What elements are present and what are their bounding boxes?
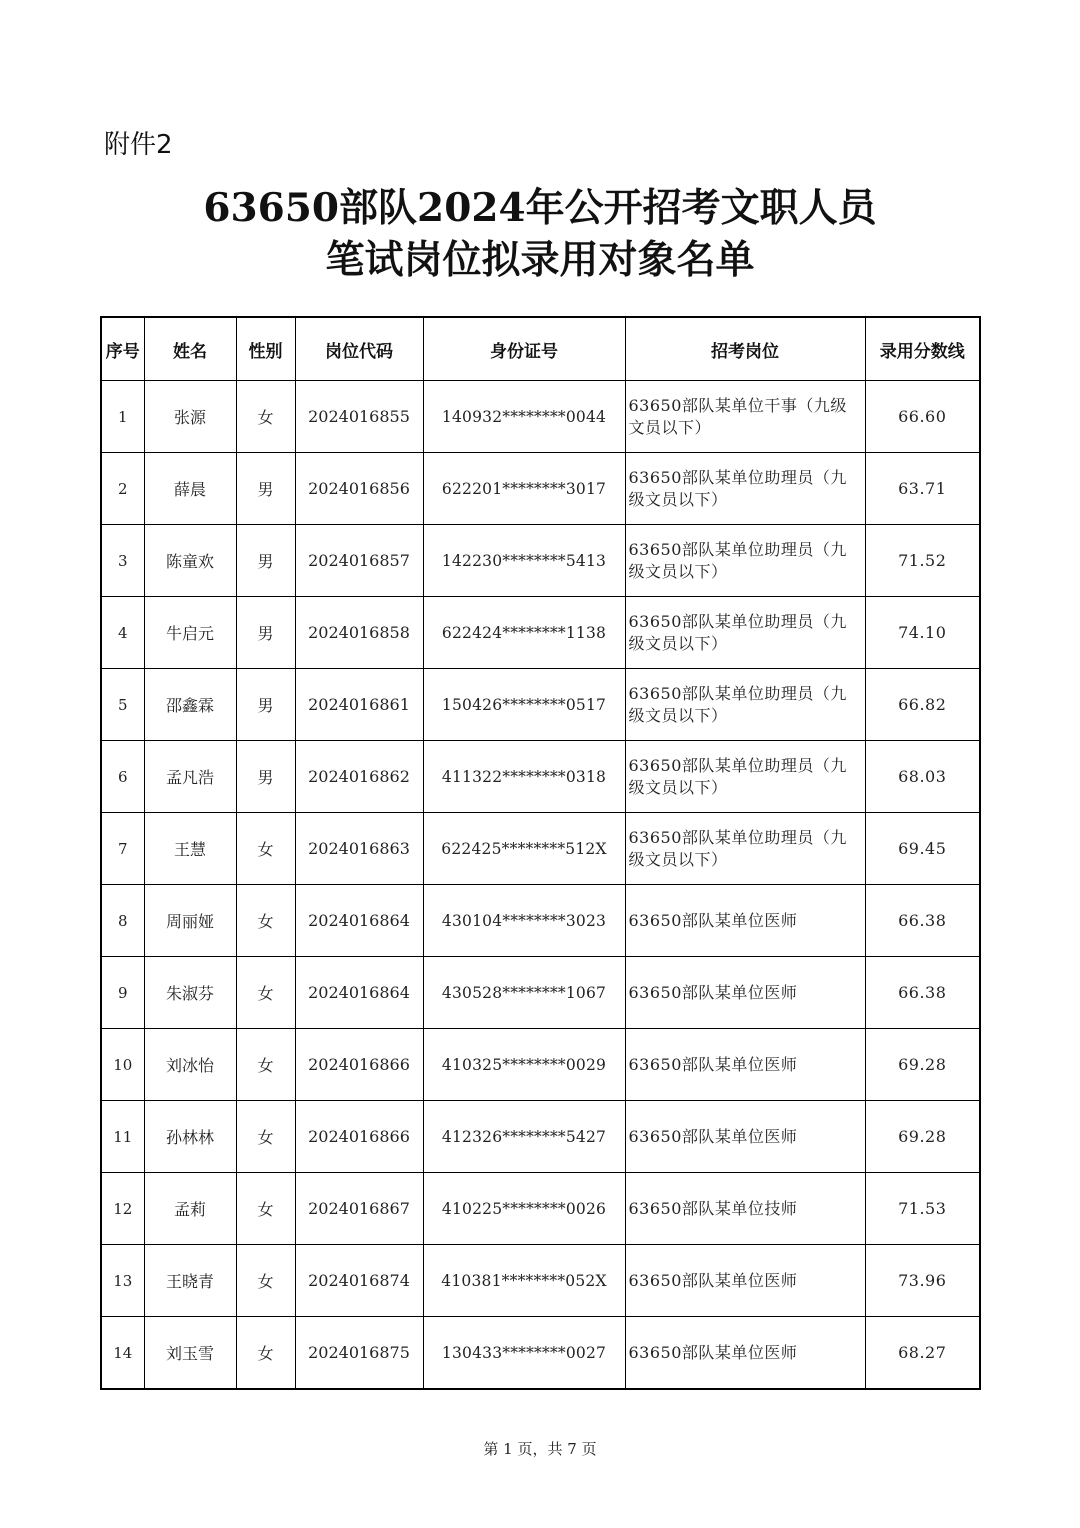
cell-post-code: 2024016874 xyxy=(295,1245,423,1317)
table-row xyxy=(101,957,980,1029)
page-number-footer: 第 1 页，共 7 页 xyxy=(483,1440,597,1458)
cell-gender: 女 xyxy=(236,885,295,957)
cell-score: 66.60 xyxy=(865,381,980,453)
cell-id-number: 410381********052X xyxy=(423,1245,625,1317)
table-row xyxy=(101,813,980,885)
cell-score: 69.45 xyxy=(865,813,980,885)
cell-score: 66.82 xyxy=(865,669,980,741)
cell-seq: 6 xyxy=(101,741,144,813)
cell-gender: 女 xyxy=(236,1173,295,1245)
cell-post-code: 2024016867 xyxy=(295,1173,423,1245)
cell-post: 63650部队某单位医师 xyxy=(625,885,865,957)
cell-name: 孟凡浩 xyxy=(144,741,236,813)
table-row xyxy=(101,453,980,525)
column-header-score: 录用分数线 xyxy=(865,317,980,381)
cell-post-code: 2024016858 xyxy=(295,597,423,669)
cell-post-code: 2024016875 xyxy=(295,1317,423,1390)
cell-post: 63650部队某单位医师 xyxy=(625,1101,865,1173)
cell-seq: 1 xyxy=(101,381,144,453)
cell-name: 朱淑芬 xyxy=(144,957,236,1029)
cell-id-number: 411322********0318 xyxy=(423,741,625,813)
cell-gender: 男 xyxy=(236,669,295,741)
cell-score: 68.27 xyxy=(865,1317,980,1390)
cell-post-code: 2024016861 xyxy=(295,669,423,741)
cell-id-number: 150426********0517 xyxy=(423,669,625,741)
table-row xyxy=(101,1101,980,1173)
cell-seq: 10 xyxy=(101,1029,144,1101)
column-header-id-number: 身份证号 xyxy=(423,317,625,381)
table-header-row xyxy=(101,317,980,381)
cell-post-code: 2024016856 xyxy=(295,453,423,525)
column-header-post-code: 岗位代码 xyxy=(295,317,423,381)
cell-score: 68.03 xyxy=(865,741,980,813)
page-title-line-2: 笔试岗位拟录用对象名单 xyxy=(325,237,755,283)
page-title-line-1: 63650部队2024年公开招考文职人员 xyxy=(203,185,877,231)
cell-post: 63650部队某单位医师 xyxy=(625,1317,865,1390)
cell-name: 刘玉雪 xyxy=(144,1317,236,1390)
cell-post: 63650部队某单位助理员（九级文员以下） xyxy=(625,597,865,669)
column-header-gender: 性别 xyxy=(236,317,295,381)
cell-name: 刘冰怡 xyxy=(144,1029,236,1101)
cell-id-number: 622201********3017 xyxy=(423,453,625,525)
cell-seq: 11 xyxy=(101,1101,144,1173)
cell-seq: 2 xyxy=(101,453,144,525)
cell-score: 66.38 xyxy=(865,957,980,1029)
cell-post-code: 2024016863 xyxy=(295,813,423,885)
cell-seq: 13 xyxy=(101,1245,144,1317)
cell-name: 孟莉 xyxy=(144,1173,236,1245)
cell-name: 邵鑫霖 xyxy=(144,669,236,741)
cell-gender: 女 xyxy=(236,1101,295,1173)
table-row xyxy=(101,885,980,957)
table-row xyxy=(101,1245,980,1317)
cell-id-number: 410325********0029 xyxy=(423,1029,625,1101)
cell-gender: 女 xyxy=(236,1317,295,1390)
cell-post-code: 2024016866 xyxy=(295,1029,423,1101)
cell-name: 陈童欢 xyxy=(144,525,236,597)
cell-seq: 3 xyxy=(101,525,144,597)
cell-id-number: 140932********0044 xyxy=(423,381,625,453)
cell-gender: 男 xyxy=(236,597,295,669)
cell-post-code: 2024016864 xyxy=(295,957,423,1029)
table-row xyxy=(101,1173,980,1245)
cell-seq: 14 xyxy=(101,1317,144,1390)
cell-name: 牛启元 xyxy=(144,597,236,669)
cell-gender: 男 xyxy=(236,741,295,813)
cell-gender: 男 xyxy=(236,525,295,597)
table-row xyxy=(101,1317,980,1390)
cell-post: 63650部队某单位助理员（九级文员以下） xyxy=(625,525,865,597)
cell-post: 63650部队某单位助理员（九级文员以下） xyxy=(625,741,865,813)
cell-post-code: 2024016864 xyxy=(295,885,423,957)
cell-score: 63.71 xyxy=(865,453,980,525)
table-row xyxy=(101,381,980,453)
cell-seq: 8 xyxy=(101,885,144,957)
cell-seq: 7 xyxy=(101,813,144,885)
cell-post-code: 2024016855 xyxy=(295,381,423,453)
cell-post: 63650部队某单位医师 xyxy=(625,957,865,1029)
cell-id-number: 430104********3023 xyxy=(423,885,625,957)
cell-score: 66.38 xyxy=(865,885,980,957)
cell-id-number: 622425********512X xyxy=(423,813,625,885)
cell-gender: 女 xyxy=(236,1245,295,1317)
cell-score: 71.53 xyxy=(865,1173,980,1245)
cell-gender: 女 xyxy=(236,1029,295,1101)
cell-id-number: 622424********1138 xyxy=(423,597,625,669)
cell-score: 74.10 xyxy=(865,597,980,669)
cell-id-number: 130433********0027 xyxy=(423,1317,625,1390)
cell-post: 63650部队某单位干事（九级文员以下） xyxy=(625,381,865,453)
cell-name: 孙林林 xyxy=(144,1101,236,1173)
cell-post-code: 2024016866 xyxy=(295,1101,423,1173)
column-header-post: 招考岗位 xyxy=(625,317,865,381)
admission-roster-table xyxy=(100,316,981,1390)
cell-post-code: 2024016857 xyxy=(295,525,423,597)
cell-name: 王慧 xyxy=(144,813,236,885)
cell-name: 张源 xyxy=(144,381,236,453)
cell-id-number: 412326********5427 xyxy=(423,1101,625,1173)
table-row xyxy=(101,597,980,669)
cell-name: 周丽娅 xyxy=(144,885,236,957)
cell-score: 73.96 xyxy=(865,1245,980,1317)
cell-name: 王晓青 xyxy=(144,1245,236,1317)
cell-seq: 4 xyxy=(101,597,144,669)
cell-post: 63650部队某单位助理员（九级文员以下） xyxy=(625,813,865,885)
cell-name: 薛晨 xyxy=(144,453,236,525)
cell-score: 69.28 xyxy=(865,1101,980,1173)
cell-gender: 女 xyxy=(236,957,295,1029)
column-header-seq: 序号 xyxy=(101,317,144,381)
table-row xyxy=(101,525,980,597)
cell-post: 63650部队某单位助理员（九级文员以下） xyxy=(625,453,865,525)
cell-seq: 5 xyxy=(101,669,144,741)
cell-post: 63650部队某单位医师 xyxy=(625,1245,865,1317)
table-row xyxy=(101,741,980,813)
cell-gender: 女 xyxy=(236,813,295,885)
cell-post: 63650部队某单位助理员（九级文员以下） xyxy=(625,669,865,741)
cell-score: 71.52 xyxy=(865,525,980,597)
cell-seq: 12 xyxy=(101,1173,144,1245)
cell-score: 69.28 xyxy=(865,1029,980,1101)
cell-gender: 男 xyxy=(236,453,295,525)
cell-id-number: 410225********0026 xyxy=(423,1173,625,1245)
table-row xyxy=(101,1029,980,1101)
cell-id-number: 142230********5413 xyxy=(423,525,625,597)
table-row xyxy=(101,669,980,741)
cell-post: 63650部队某单位技师 xyxy=(625,1173,865,1245)
cell-gender: 女 xyxy=(236,381,295,453)
cell-post-code: 2024016862 xyxy=(295,741,423,813)
column-header-name: 姓名 xyxy=(144,317,236,381)
attachment-label: 附件2 xyxy=(104,130,173,160)
cell-post: 63650部队某单位医师 xyxy=(625,1029,865,1101)
cell-seq: 9 xyxy=(101,957,144,1029)
cell-id-number: 430528********1067 xyxy=(423,957,625,1029)
